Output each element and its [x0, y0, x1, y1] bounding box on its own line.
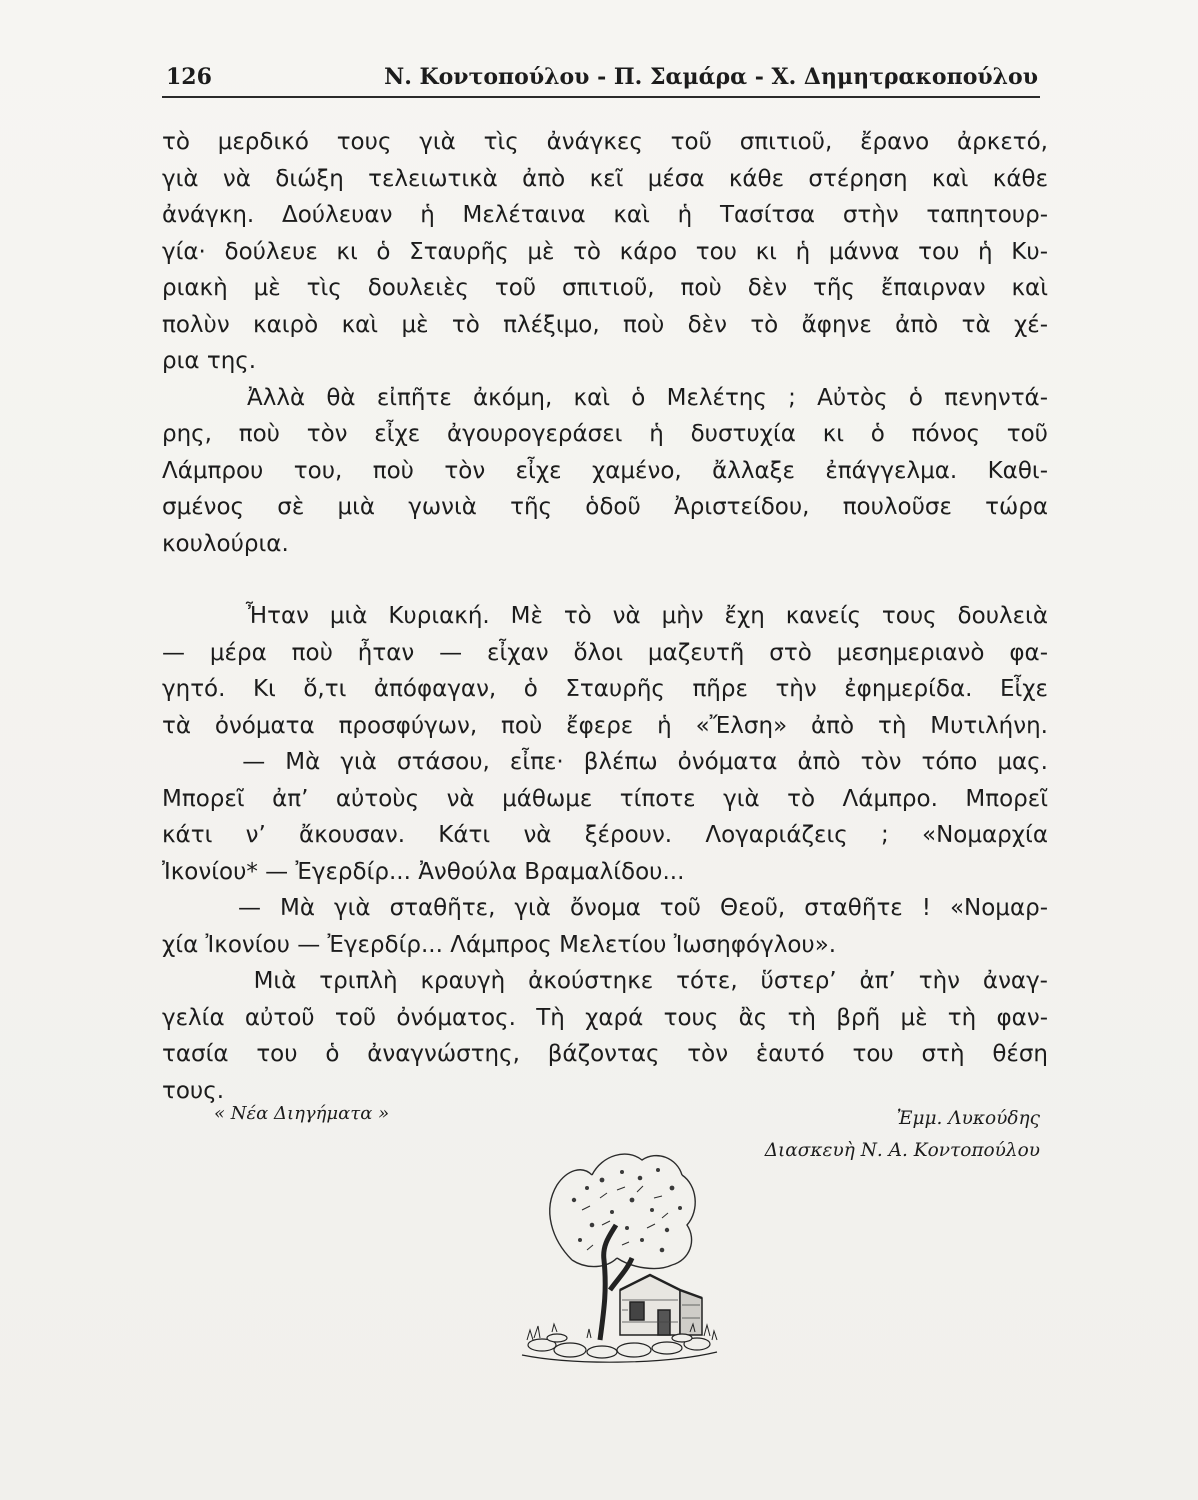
text-line: γελία αὐτοῦ τοῦ ὀνόματος. Τὴ χαρά τους ἂς τὴ βρῆ μὲ τὴ φαν-	[162, 1004, 1048, 1031]
text-line: πολὺν καιρὸ καὶ μὲ τὸ πλέξιμο, ποὺ δὲν τὸ ἄφηνε ἀπὸ τὰ χέ-	[162, 311, 1048, 338]
text-line: κάτι ν’ ἄκουσαν. Κάτι νὰ ξέρουν. Λογαριάζεις ; «Νομαρχία	[162, 822, 1048, 848]
text-line: ριακὴ μὲ τὶς δουλειὲς τοῦ σπιτιοῦ, ποὺ δὲν τῆς ἔπαιρναν καὶ	[162, 275, 1048, 301]
attribution	[765, 1103, 1040, 1167]
text-line: τὰ ὀνόματα προσφύγων, ποὺ ἔφερε ἡ «Ἔλση» ἀπὸ τὴ Μυτιλήνη.	[162, 712, 1048, 739]
page-number: 126	[166, 64, 212, 90]
text-line: σμένος σὲ μιὰ γωνιὰ τῆς ὁδοῦ Ἀριστείδου, πουλοῦσε τώρα	[162, 494, 1048, 520]
text-line: γία· δούλευε κι ὁ Σταυρῆς μὲ τὸ κάρο του κι ἡ μάννα του ἡ Κυ-	[162, 238, 1048, 265]
text-line: ρια της.	[162, 348, 257, 374]
text-line: γητό. Κι ὅ,τι ἀπόφαγαν, ὁ Σταυρῆς πῆρε τὴν ἐφημερίδα. Εἶχε	[162, 676, 1048, 702]
text-line: Ἦταν μιὰ Κυριακή. Μὲ τὸ νὰ μὴν ἔχη κανείς τους δουλειὰ	[162, 603, 1048, 629]
text-line: — Μὰ γιὰ στάσου, εἶπε· βλέπω ὀνόματα ἀπὸ τὸν τόπο μας.	[162, 749, 1048, 775]
text-line: — μέρα ποὺ ἦταν — εἶχαν ὅλοι μαζευτῆ στὸ μεσημεριανὸ φα-	[162, 639, 1048, 666]
running-header	[162, 60, 1040, 98]
text-line: Ἰκονίου* — Ἐγερδίρ... Ἀνθούλα Βραμαλίδου...	[162, 858, 685, 885]
text-line: τους.	[162, 1077, 225, 1104]
text-line: Μπορεῖ ἀπ’ αὐτοὺς νὰ μάθωμε τίποτε γιὰ τὸ Λάμπρο. Μπορεῖ	[162, 785, 1048, 812]
text-line: — Μὰ γιὰ σταθῆτε, γιὰ ὄνομα τοῦ Θεοῦ, σταθῆτε ! «Νομαρ-	[162, 895, 1048, 921]
text-line: Μιὰ τριπλὴ κραυγὴ ἀκούστηκε τότε, ὕστερ’ ἀπ’ τὴν ἀναγ-	[162, 968, 1048, 994]
text-line: γιὰ νὰ διώξη τελειωτικὰ ἀπὸ κεῖ μέσα κάθε στέρηση καὶ κάθε	[162, 165, 1048, 192]
paragraph-gap	[162, 562, 1048, 598]
text-line: τασία του ὁ ἀναγνώστης, βάζοντας τὸν ἑαυτό του στὴ θέση	[162, 1041, 1048, 1067]
text-line: Λάμπρου του, ποὺ τὸν εἶχε χαμένο, ἄλλαξε ἐπάγγελμα. Καθι-	[162, 457, 1048, 484]
tree-and-cottage-vignette-icon	[512, 1140, 722, 1370]
text-line: τὸ μερδικό τους γιὰ τὶς ἀνάγκες τοῦ σπιτιοῦ, ἔρανο ἀρκετό,	[162, 129, 1048, 155]
text-line: ρης, ποὺ τὸν εἶχε ἀγουρογεράσει ἡ δυστυχία κι ὁ πόνος τοῦ	[162, 421, 1048, 447]
text-line: χία Ἰκονίου — Ἐγερδίρ... Λάμπρος Μελετίου Ἰωσηφόγλου».	[162, 931, 837, 958]
source-citation: « Νέα Διηγήματα »	[214, 1103, 390, 1124]
author-name: Ἐμμ. Λυκούδης	[896, 1108, 1040, 1129]
adaptation-credit: Διασκευὴ Ν. Α. Κοντοπούλου	[764, 1140, 1040, 1161]
text-line: Ἀλλὰ θὰ εἰπῆτε ἀκόμη, καὶ ὁ Μελέτης ; Αὐτὸς ὁ πενηντά-	[162, 384, 1048, 411]
text-line: κουλούρια.	[162, 530, 289, 557]
running-header-authors: Ν. Κοντοπούλου - Π. Σαμάρα - Χ. Δημητρακοπούλου	[384, 64, 1038, 90]
text-line: ἀνάγκη. Δούλευαν ἡ Μελέταινα καὶ ἡ Τασίτσα στὴν ταπητουρ-	[162, 202, 1048, 228]
story-text	[162, 124, 1048, 1109]
